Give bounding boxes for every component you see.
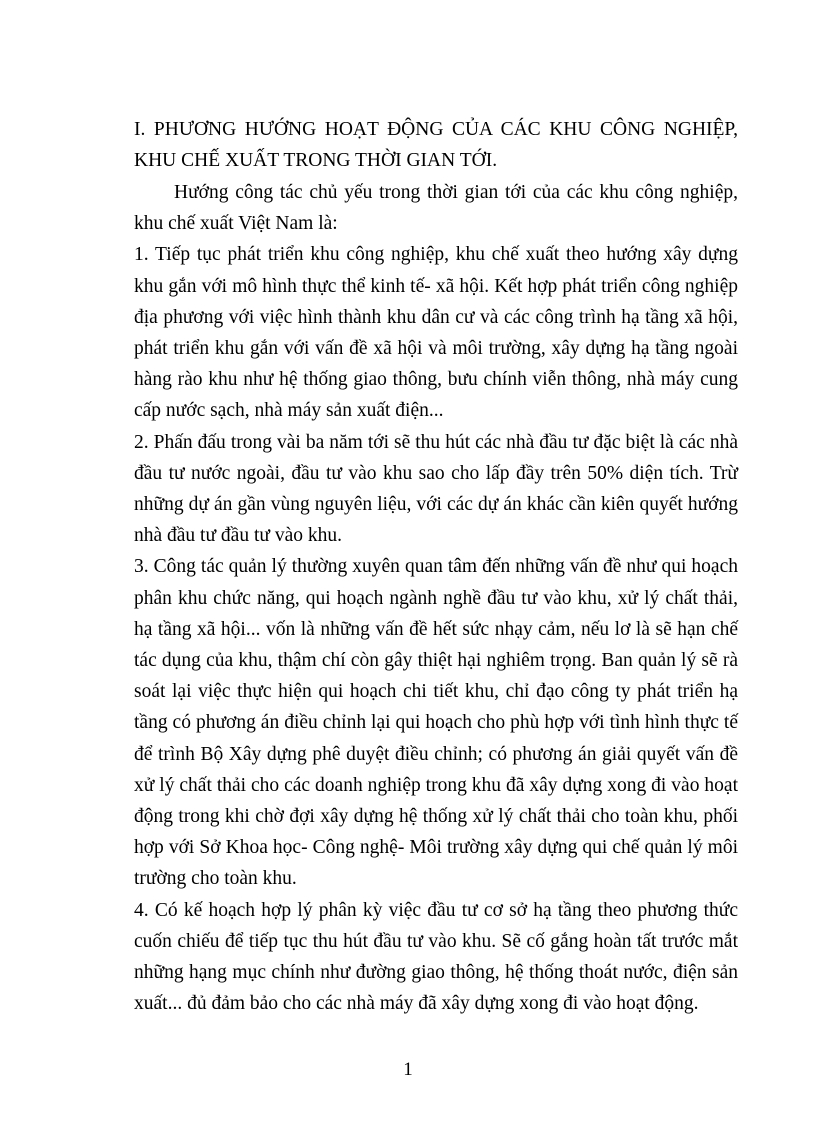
list-item-1: 1. Tiếp tục phát triển khu công nghiệp, khu chế xuất theo hướng xây dựng khu gắn với mô hình thực thể kinh tế- xã hội. Kết hợp phát triển công nghiệp địa phương với việc hình thành khu dân cư và các công trình hạ tầng xã hội, phát triển khu gắn với vấn đề xã hội và môi trường, xây dựng hạ tầng ngoài hàng rào khu như hệ thống giao thông, bưu chính viễn thông, nhà máy cung cấp nước sạch, nhà máy sản xuất điện... xyxy=(134,244,738,422)
page-number: 1 xyxy=(403,1059,413,1080)
list-item-2: 2. Phấn đấu trong vài ba năm tới sẽ thu hút các nhà đầu tư đặc biệt là các nhà đầu tư nước ngoài, đầu tư vào khu sao cho lấp đầy trên 50% diện tích. Trừ những dự án gần vùng nguyên liệu, với các dự án khác cần kiên quyết hướng nhà đầu tư đầu tư vào khu. xyxy=(134,431,738,547)
document-page xyxy=(134,114,738,1019)
section-heading: I. PHƯƠNG HƯỚNG HOẠT ĐỘNG CỦA CÁC KHU CÔNG NGHIỆP, KHU CHẾ XUẤT TRONG THỜI GIAN TỚI. xyxy=(134,119,738,171)
list-item-4: 4. Có kế hoạch hợp lý phân kỳ việc đầu tư cơ sở hạ tầng theo phương thức cuốn chiếu để tiếp tục thu hút đầu tư vào khu. Sẽ cố gắng hoàn tất trước mắt những hạng mục chính như đường giao thông, hệ thống thoát nước, điện sản xuất... đủ đảm bảo cho các nhà máy đã xây dựng xong đi vào hoạt động. xyxy=(134,899,738,1015)
intro-paragraph: Hướng công tác chủ yếu trong thời gian tới của các khu công nghiệp, khu chế xuất Việt Nam là: xyxy=(134,182,738,235)
list-item-3: 3. Công tác quản lý thường xuyên quan tâm đến những vấn đề như qui hoạch phân khu chức năng, qui hoạch ngành nghề đầu tư vào khu, xử lý chất thải, hạ tầng xã hội... vốn là những vấn đề hết sức nhạy cảm, nếu lơ là sẽ hạn chế tác dụng của khu, thậm chí còn gây thiệt hại nghiêm trọng. Ban quản lý sẽ rà soát lại việc thực hiện qui hoạch chi tiết khu, chỉ đạo công ty phát triển hạ tầng có phương án điều chỉnh lại qui hoạch cho phù hợp với tình hình thực tế để trình Bộ Xây dựng phê duyệt điều chỉnh; có phương án giải quyết vấn đề xử lý chất thải cho các doanh nghiệp trong khu đã xây dựng xong đi vào hoạt động trong khi chờ đợi xây dựng hệ thống xử lý chất thải cho toàn khu, phối hợp với Sở Khoa học- Công nghệ- Môi trường xây dựng qui chế quản lý môi trường cho toàn khu. xyxy=(134,556,738,890)
